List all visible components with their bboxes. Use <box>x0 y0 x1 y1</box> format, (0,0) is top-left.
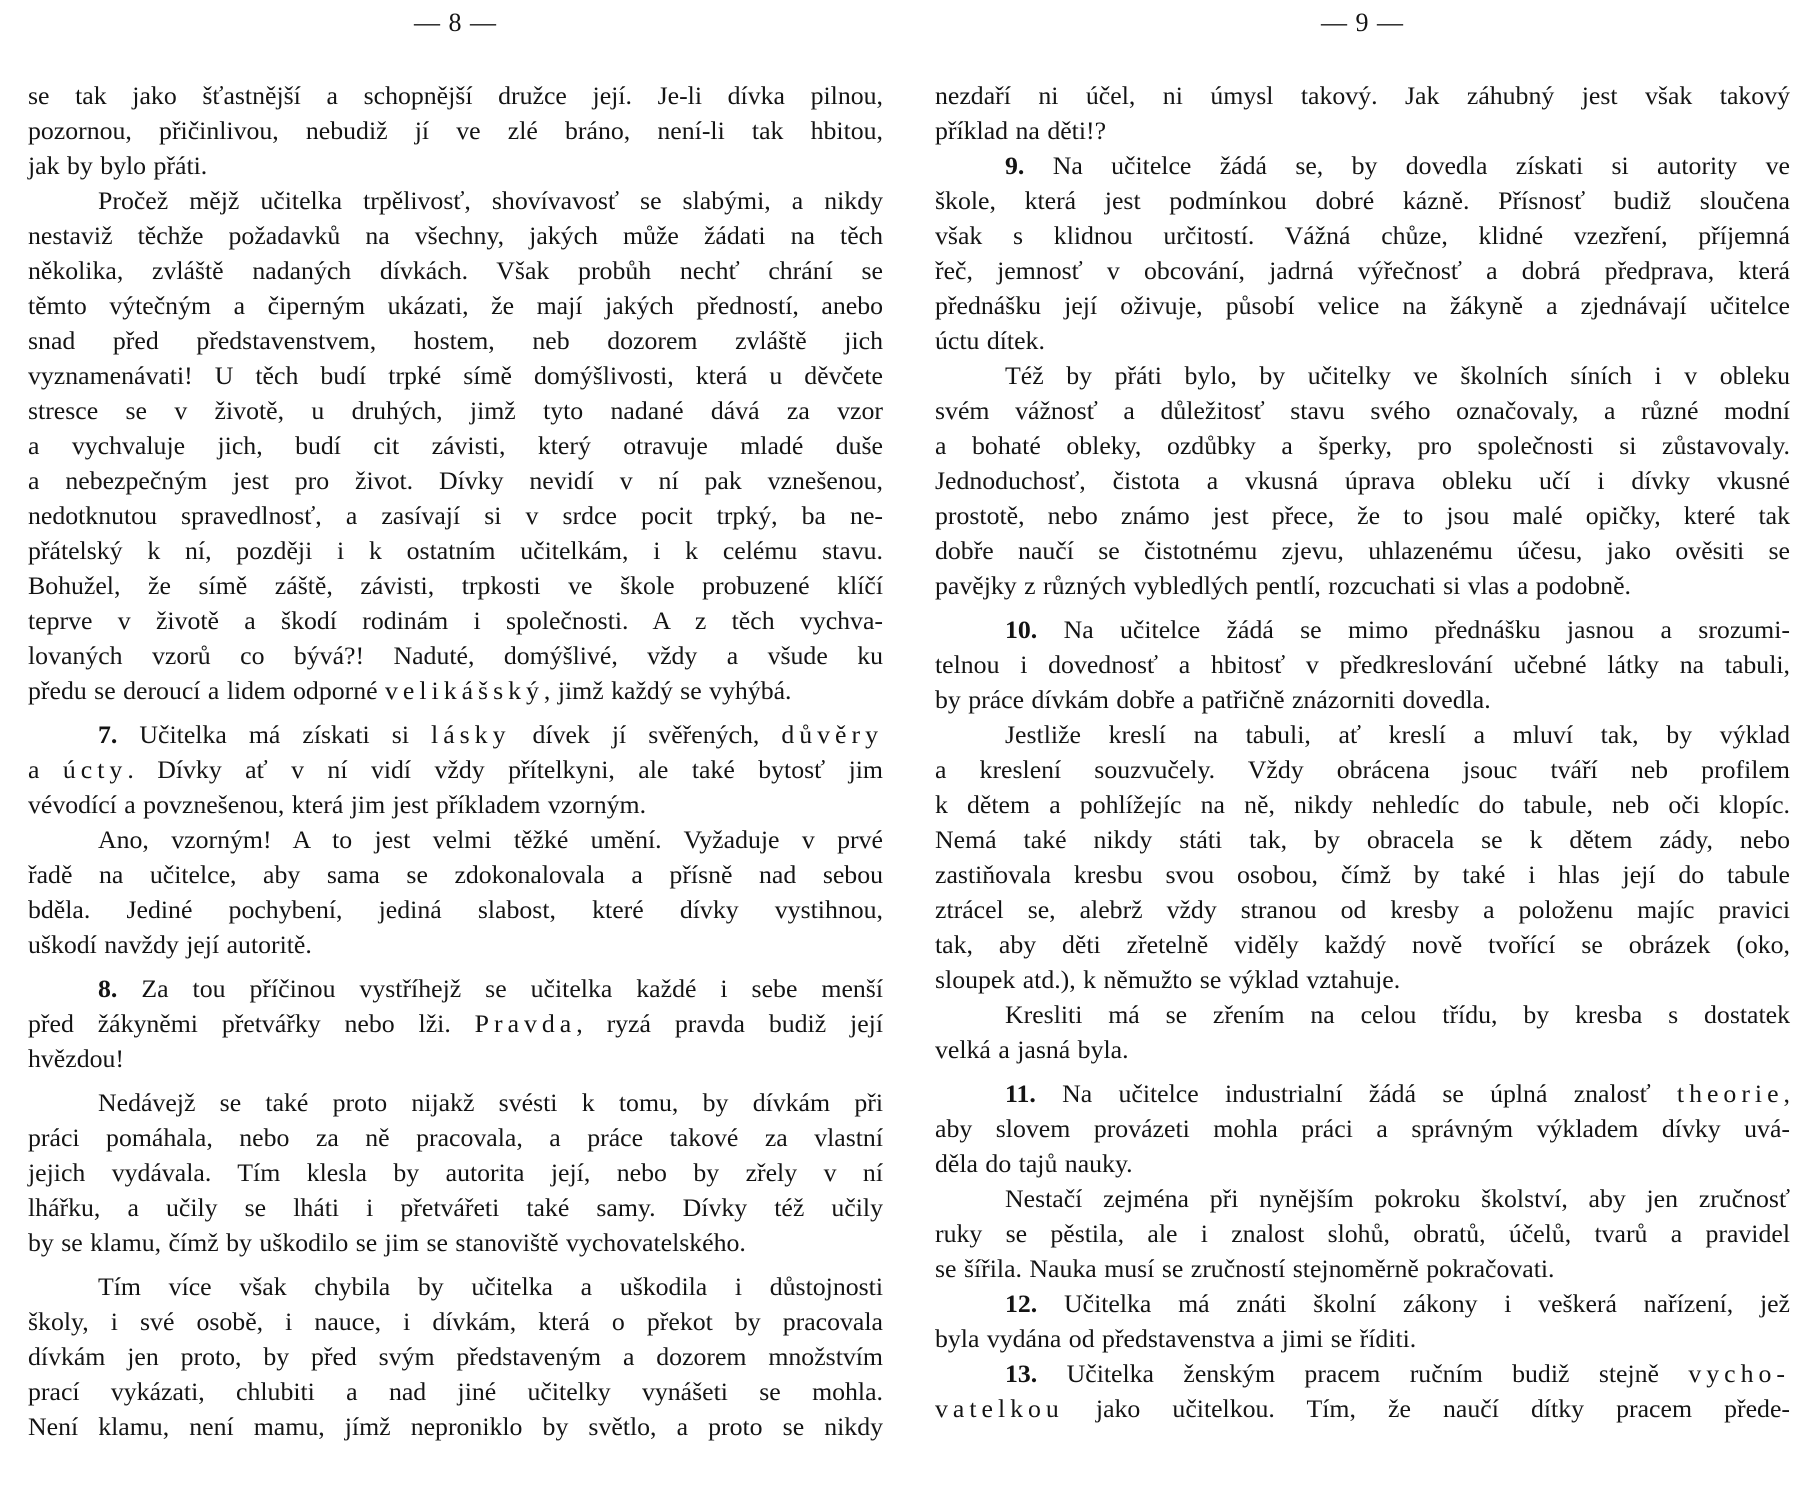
spaced-emphasis: vycho- <box>1688 1359 1791 1388</box>
text-line: telnou i dovednosť a hbitosť v předkreslování učebné látky na tabuli, <box>935 650 1790 679</box>
text-line <box>935 612 1790 647</box>
text-line: práci pomáhala, nebo za ně pracovala, a práce takové za vlastní <box>28 1123 883 1152</box>
text-line: dobře naučí se čistotnému zjevu, uhlazenému účesu, jako ověsiti se <box>935 536 1790 565</box>
text-line: Nestačí zejména při nynějším pokroku školství, aby jen zručnosť <box>1005 1184 1790 1213</box>
page-number-left: — 8 — <box>414 8 497 37</box>
text-line: svém vážnosť a důležitosť stavu svého označovaly, a různé modní <box>935 396 1790 425</box>
text-run: Na učitelce žádá se mimo přednášku jasnou a srozumi- <box>1063 615 1790 644</box>
text-line <box>935 148 1790 183</box>
text-line: Pročež mějž učitelka trpělivosť, shovívavosť se slabými, a nikdy <box>98 186 883 215</box>
text-line: velká a jasná byla. <box>935 1035 1129 1064</box>
text-line: a kreslení souzvučely. Vždy obrácena jsouc tváří neb profilem <box>935 755 1790 784</box>
text-line: Kresliti má se zřením na celou třídu, by kresba s dostatek <box>1005 1000 1790 1029</box>
text-line: těmto výtečným a čiperným ukázati, že mají jakých předností, anebo <box>28 291 883 320</box>
text-line: prostotě, nebo známo jest přece, že to jsou malé opičky, které tak <box>935 501 1790 530</box>
left-page <box>28 0 883 1500</box>
text-line: několika, zvláště nadaných dívkách. Však probůh nechť chrání se <box>28 256 883 285</box>
text-line <box>28 971 883 1006</box>
text-line: však s klidnou určitostí. Vážná chůze, klidné vzezření, příjemná <box>935 221 1790 250</box>
text-line: škole, která jest podmínkou dobré kázně. Přísnosť budiž sloučena <box>935 186 1790 215</box>
text-line <box>28 752 883 787</box>
text-line: a vychvaluje jich, budí cit závisti, který otravuje mladé duše <box>28 431 883 460</box>
text-line <box>28 717 883 752</box>
text-line: nestaviž těchže požadavků na všechny, jakých může žádati na těch <box>28 221 883 250</box>
text-line <box>935 1391 1790 1426</box>
text-line: lovaných vzorů co bývá?! Naduté, domýšlivé, vždy a všude ku <box>28 641 883 670</box>
text-line <box>28 673 883 708</box>
text-run: , ryzá pravda budiž její <box>576 1009 883 1038</box>
text-line: dívkám jen proto, by před svým představeným a dozorem množstvím <box>28 1342 883 1371</box>
text-line: vyznamenávati! U těch budí trpké símě domýšlivosti, která u děvčete <box>28 361 883 390</box>
text-line: jejich vydávala. Tím klesla by autorita její, nebo by zřely v ní <box>28 1158 883 1187</box>
spaced-emphasis: důvěry <box>781 720 883 749</box>
text-line: bděla. Jediné pochybení, jediná slabost, které dívky vystihnou, <box>28 895 883 924</box>
text-line: se tak jako šťastnější a schopnější družce její. Je-li dívka pilnou, <box>28 81 883 110</box>
text-line: Nemá také nikdy státi tak, by obracela se k dětem zády, nebo <box>935 825 1790 854</box>
text-line: zastiňovala kresbu svou osobou, čímž by také i hlas její do tabule <box>935 860 1790 889</box>
text-line: prací vykázati, chlubiti a nad jiné učitelky vynášeti se mohla. <box>28 1377 883 1406</box>
spaced-emphasis: theorie <box>1676 1079 1784 1108</box>
text-line: školy, i své osobě, i nauce, i dívkám, která o překot by pracovala <box>28 1307 883 1336</box>
text-line: a nebezpečným jest pro život. Dívky nevidí v ní pak vznešenou, <box>28 466 883 495</box>
page-number-right: — 9 — <box>1321 8 1404 37</box>
text-run: . Dívky ať v ní vidí vždy přítelkyni, ale také bytosť jim <box>127 755 884 784</box>
text-line: byla vydána od představenstva a jimi se říditi. <box>935 1324 1417 1353</box>
text-line <box>935 1286 1790 1321</box>
text-line: ruky se pěstila, ale i znalost slohů, obratů, účelů, tvarů a pravidel <box>935 1219 1790 1248</box>
text-run: Učitelka má znáti školní zákony i veškerá nařízení, jež <box>1064 1289 1791 1318</box>
spaced-emphasis: Pravda <box>474 1009 577 1038</box>
text-line: by se klamu, čímž by uškodilo se jim se stanoviště vychovatelského. <box>28 1228 746 1257</box>
text-line: Jestliže kreslí na tabuli, ať kreslí a mluví tak, by výklad <box>1005 720 1790 749</box>
text-line: Též by přáti bylo, by učitelky ve školních síních i v obleku <box>1005 361 1790 390</box>
text-line: úctu dítek. <box>935 326 1045 355</box>
right-page <box>935 0 1790 1500</box>
text-line: přednášku její oživuje, působí velice na žákyně a zjednávají učitelce <box>935 291 1790 320</box>
text-line: děla do tajů nauky. <box>935 1149 1133 1178</box>
text-line <box>935 1356 1790 1391</box>
section-number: 13. <box>1005 1359 1038 1388</box>
spaced-emphasis: vatelkou <box>935 1394 1064 1423</box>
text-run: , <box>1783 1079 1790 1108</box>
text-run: Na učitelce industrialní žádá se úplná znalosť <box>1062 1079 1651 1108</box>
text-line: sloupek atd.), k němužto se výklad vztahuje. <box>935 965 1401 994</box>
spaced-emphasis: úcty <box>62 755 128 784</box>
text-run: jako učitelkou. Tím, že naučí dítky pracem přede- <box>1095 1394 1790 1423</box>
text-line: tak, aby děti zřetelně viděly každý nově tvořící se obrázek (oko, <box>935 930 1790 959</box>
text-line <box>935 1076 1790 1111</box>
section-number: 11. <box>1005 1079 1036 1108</box>
text-line: řeč, jemnosť v obcování, jadrná výřečnosť a dobrá předprava, která <box>935 256 1790 285</box>
text-line: aby slovem provázeti mohla práci a správným výkladem dívky uvá- <box>935 1114 1790 1143</box>
text-line: přátelský k ní, později i k ostatním učitelkám, i k celému stavu. <box>28 536 883 565</box>
text-line: stresce se v životě, u druhých, jimž tyto nadané dává za vzor <box>28 396 883 425</box>
section-number: 10. <box>1005 615 1038 644</box>
text-line: příklad na děti!? <box>935 116 1107 145</box>
text-run: , jimž každý se vyhýbá. <box>543 676 792 705</box>
text-line: hvězdou! <box>28 1044 124 1073</box>
right-page-text <box>935 78 1790 1426</box>
text-line: snad před představenstvem, hostem, neb dozorem zvláště jich <box>28 326 883 355</box>
text-line: Jednoduchosť, čistota a vkusná úprava obleku učí i dívky vkusné <box>935 466 1790 495</box>
text-line <box>28 1006 883 1041</box>
text-line: ztrácel se, alebrž vždy stranou od kresby a položenu majíc pravici <box>935 895 1790 924</box>
text-line: Bohužel, že símě záště, závisti, trpkosti ve škole probuzené klíčí <box>28 571 883 600</box>
text-line: a bohaté obleky, ozdůbky a šperky, pro společnosti si zůstavovaly. <box>935 431 1790 460</box>
text-run: Učitelka ženským pracem ručním budiž stejně <box>1066 1359 1659 1388</box>
text-line: vévodící a povznešenou, která jim jest příkladem vzorným. <box>28 790 647 819</box>
text-run: před žákyněmi přetvářky nebo lži. <box>28 1009 451 1038</box>
left-page-text <box>28 78 883 1444</box>
text-line: se šířila. Nauka musí se zručností stejnoměrně pokračovati. <box>935 1254 1555 1283</box>
text-run: dívek jí svěřených, <box>532 720 760 749</box>
text-line: Nedávejž se také proto nijakž svésti k tomu, by dívkám při <box>98 1088 883 1117</box>
text-line: teprve v životě a škodí rodinám i společnosti. A z těch vychva- <box>28 606 883 635</box>
text-line: jak by bylo přáti. <box>28 151 208 180</box>
section-number: 7. <box>98 720 118 749</box>
text-run: předu se deroucí a lidem odporné <box>28 676 378 705</box>
text-line: lhářku, a učily se lháti i přetvářeti také samy. Dívky též učily <box>28 1193 883 1222</box>
text-run: Učitelka má získati si <box>139 720 409 749</box>
section-number: 9. <box>1005 151 1025 180</box>
text-line: nezdaří ni účel, ni úmysl takový. Jak záhubný jest však takový <box>935 81 1790 110</box>
text-line: řadě na učitelce, aby sama se zdokonalovala a přísně nad sebou <box>28 860 883 889</box>
text-line: pavějky z různých vybledlých pentlí, rozcuchati si vlas a podobně. <box>935 571 1631 600</box>
text-line: uškodí navždy její autoritě. <box>28 930 312 959</box>
text-line: k dětem a pohlížejíc na ně, nikdy nehledíc do tabule, neb oči klopíc. <box>935 790 1790 819</box>
text-run: Za tou příčinou vystříhejž se učitelka každé i sebe menší <box>141 974 884 1003</box>
text-line: by práce dívkám dobře a patřičně znázorniti dovedla. <box>935 685 1491 714</box>
text-line: Není klamu, není mamu, jímž neproniklo by světlo, a proto se nikdy <box>28 1412 883 1441</box>
text-line: Tím více však chybila by učitelka a uškodila i důstojnosti <box>98 1272 883 1301</box>
text-line: Ano, vzorným! A to jest velmi těžké umění. Vyžaduje v prvé <box>98 825 883 854</box>
text-run: Na učitelce žádá se, by dovedla získati si autority ve <box>1052 151 1790 180</box>
text-line: nedotknutou spravedlnosť, a zasívají si v srdce pocit trpký, ba ne- <box>28 501 883 530</box>
text-line: pozornou, přičinlivou, nebudiž jí ve zlé bráno, není-li tak hbitou, <box>28 116 883 145</box>
section-number: 12. <box>1005 1289 1038 1318</box>
spaced-emphasis: velikášský <box>385 676 544 705</box>
spaced-emphasis: lásky <box>431 720 511 749</box>
text-run: a <box>28 755 40 784</box>
section-number: 8. <box>98 974 118 1003</box>
